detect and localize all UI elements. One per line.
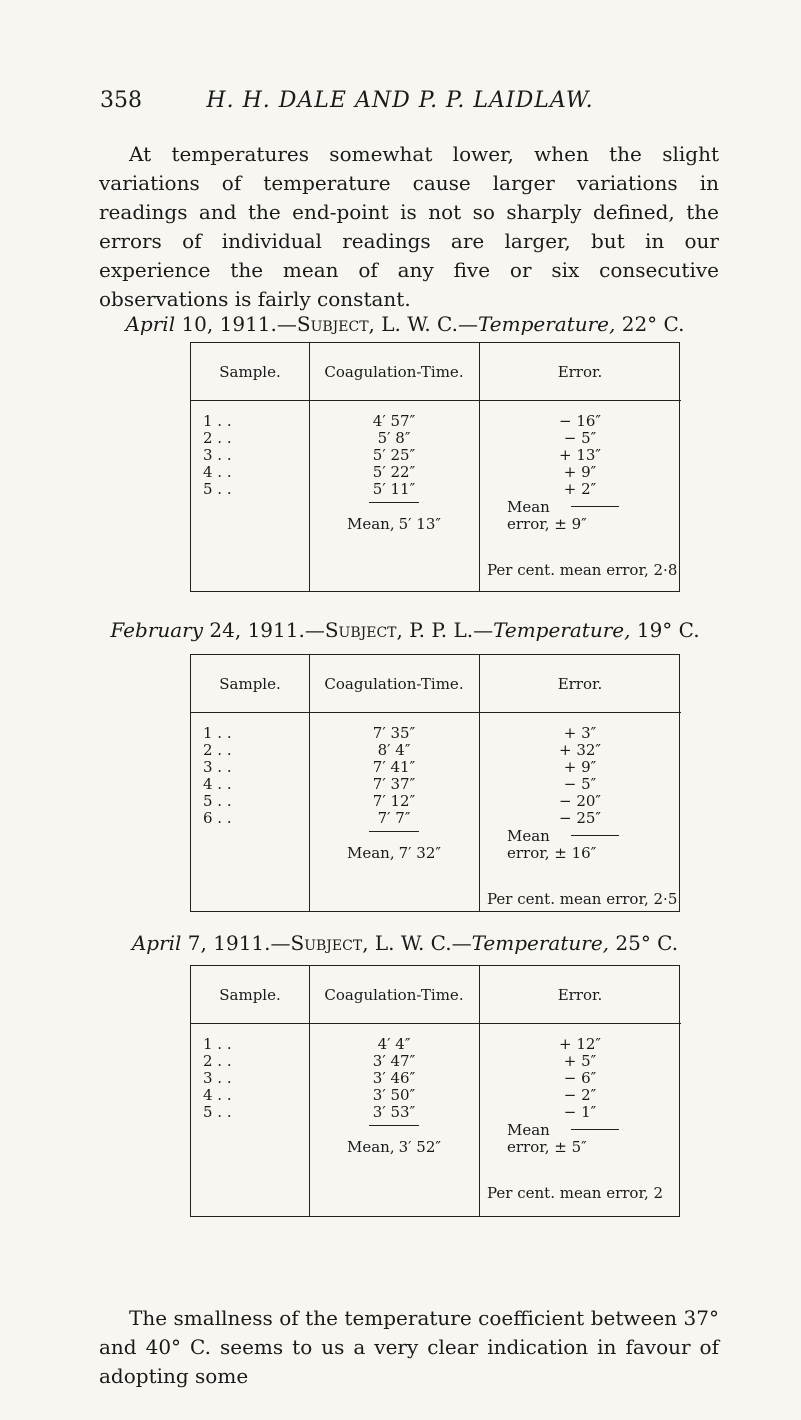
- caption-subject: Subject: [324, 618, 397, 642]
- caption-temperature: Temperature,: [493, 618, 631, 642]
- mean-error-value: error, ± 9″: [507, 515, 587, 533]
- mean-rule: [369, 831, 419, 832]
- percent-mean-error: Per cent. mean error, 2·8: [487, 561, 678, 579]
- table-row-sample: 1 . .: [203, 412, 232, 430]
- mean-rule: [369, 502, 419, 503]
- intro-paragraph: At temperatures somewhat lower, when the slight variations of temperature cause larger variations in readings and the end-point is not so sharply defined, the errors of individual readings are larger, but in our experience the mean of any five or six consecutive observations is fairly constant.: [99, 142, 719, 311]
- table-row-sample: 2 . .: [203, 1052, 232, 1070]
- header-sample: Sample.: [191, 966, 309, 1024]
- percent-mean-error: Per cent. mean error, 2: [487, 1184, 664, 1202]
- table-row-error: + 13″: [558, 446, 602, 464]
- table-row-sample: 2 . .: [203, 741, 232, 759]
- table-row-time: 4′ 4″: [377, 1035, 411, 1053]
- table-row-sample: 3 . .: [203, 758, 232, 776]
- mean-error-rule: [571, 835, 619, 836]
- mean-value: [309, 845, 479, 861]
- caption-temperature: Temperature,: [477, 312, 616, 336]
- table-row-time: 5′ 8″: [377, 429, 411, 447]
- mean-time: 7′ 32″: [398, 844, 442, 862]
- mean-value: [309, 516, 479, 532]
- table-row-sample: 5 . .: [203, 792, 232, 810]
- table-row-time: 3′ 46″: [372, 1069, 416, 1087]
- table-row-time: 7′ 12″: [372, 792, 416, 810]
- table-row-sample: 3 . .: [203, 1069, 232, 1087]
- table-row-time: 3′ 53″: [372, 1103, 416, 1121]
- table-row-sample: 4 . .: [203, 463, 232, 481]
- table-row-sample: 6 . .: [203, 809, 232, 827]
- table-row-sample: 1 . .: [203, 1035, 232, 1053]
- caption-temperature: Temperature,: [471, 931, 610, 955]
- mean-error-label: Mean: [507, 498, 550, 516]
- caption-temperature-value: 25° C.: [609, 931, 679, 955]
- caption-rest: 24, 1911.—: [203, 618, 325, 642]
- mean-error-rule: [571, 1129, 619, 1130]
- caption-subject: Subject: [290, 931, 363, 955]
- header-coagulation-time: Coagulation-Time.: [309, 655, 479, 713]
- mean-label: Mean,: [346, 1138, 395, 1156]
- closing-paragraph: The smallness of the temperature coefficient between 37° and 40° C. seems to us a very clear indication in favour of adopting some: [99, 1306, 719, 1388]
- table-caption: [100, 312, 710, 336]
- table-row-sample: 3 . .: [203, 446, 232, 464]
- caption-temperature-value: 22° C.: [615, 312, 685, 336]
- caption-rest: 10, 1911.—: [175, 312, 297, 336]
- mean-rule: [369, 1125, 419, 1126]
- table-row-time: 7′ 37″: [372, 775, 416, 793]
- mean-value: [309, 1139, 479, 1155]
- mean-time: 3′ 52″: [398, 1138, 442, 1156]
- mean-error-value: error, ± 16″: [507, 844, 597, 862]
- table-row-error: + 2″: [563, 480, 597, 498]
- mean-error-label: Mean: [507, 1121, 550, 1139]
- table-row-time: 8′ 4″: [377, 741, 411, 759]
- caption-subject-rest: , P. P. L.—: [396, 618, 494, 642]
- table-row-time: 5′ 22″: [372, 463, 416, 481]
- data-table: [190, 965, 680, 1217]
- table-row-sample: 1 . .: [203, 724, 232, 742]
- table-row-error: + 9″: [563, 758, 597, 776]
- data-table: [190, 654, 680, 912]
- header-coagulation-time: Coagulation-Time.: [309, 343, 479, 401]
- table-row-sample: 4 . .: [203, 775, 232, 793]
- header-error: Error.: [479, 343, 681, 401]
- table-caption: [100, 618, 710, 642]
- table-row-error: − 2″: [563, 1086, 597, 1104]
- table-row-time: 7′ 35″: [372, 724, 416, 742]
- header-sample: Sample.: [191, 343, 309, 401]
- mean-time: 5′ 13″: [398, 515, 442, 533]
- table-row-time: 4′ 57″: [372, 412, 416, 430]
- table-row-error: − 25″: [558, 809, 602, 827]
- table-row-error: + 32″: [558, 741, 602, 759]
- header-sample: Sample.: [191, 655, 309, 713]
- percent-mean-error: Per cent. mean error, 2·5: [487, 890, 678, 908]
- table-row-error: + 3″: [563, 724, 597, 742]
- table-row-error: − 16″: [558, 412, 602, 430]
- page-header: [100, 88, 700, 118]
- table-row-sample: 2 . .: [203, 429, 232, 447]
- caption-temperature-value: 19° C.: [630, 618, 700, 642]
- table-row-error: − 5″: [563, 775, 597, 793]
- running-title: H. H. DALE AND P. P. LAIDLAW.: [206, 88, 594, 113]
- table-row-time: 7′ 41″: [372, 758, 416, 776]
- caption-date: April: [125, 312, 176, 336]
- table-caption: [100, 931, 710, 955]
- table-row-sample: 4 . .: [203, 1086, 232, 1104]
- mean-error-value: error, ± 5″: [507, 1138, 587, 1156]
- table-row-time: 5′ 25″: [372, 446, 416, 464]
- table-row-error: − 20″: [558, 792, 602, 810]
- caption-subject-rest: , L. W. C.—: [362, 931, 472, 955]
- table-row-time: 7′ 7″: [377, 809, 411, 827]
- header-error: Error.: [479, 966, 681, 1024]
- caption-subject-rest: , L. W. C.—: [368, 312, 478, 336]
- header-error: Error.: [479, 655, 681, 713]
- table-row-error: − 1″: [563, 1103, 597, 1121]
- table-row-error: + 12″: [558, 1035, 602, 1053]
- table-row-time: 5′ 11″: [372, 480, 416, 498]
- data-table: [190, 342, 680, 592]
- table-row-time: 3′ 47″: [372, 1052, 416, 1070]
- caption-date: April: [131, 931, 182, 955]
- mean-label: Mean,: [346, 844, 395, 862]
- table-row-sample: 5 . .: [203, 480, 232, 498]
- table-row-error: + 5″: [563, 1052, 597, 1070]
- caption-rest: 7, 1911.—: [181, 931, 291, 955]
- table-row-error: + 9″: [563, 463, 597, 481]
- table-row-sample: 5 . .: [203, 1103, 232, 1121]
- mean-error-label: Mean: [507, 827, 550, 845]
- table-row-time: 3′ 50″: [372, 1086, 416, 1104]
- header-coagulation-time: Coagulation-Time.: [309, 966, 479, 1024]
- table-row-error: − 6″: [563, 1069, 597, 1087]
- table-row-error: − 5″: [563, 429, 597, 447]
- page-number: 358: [100, 88, 142, 113]
- mean-label: Mean,: [346, 515, 395, 533]
- caption-subject: Subject: [296, 312, 369, 336]
- mean-error-rule: [571, 506, 619, 507]
- caption-date: February: [110, 618, 204, 642]
